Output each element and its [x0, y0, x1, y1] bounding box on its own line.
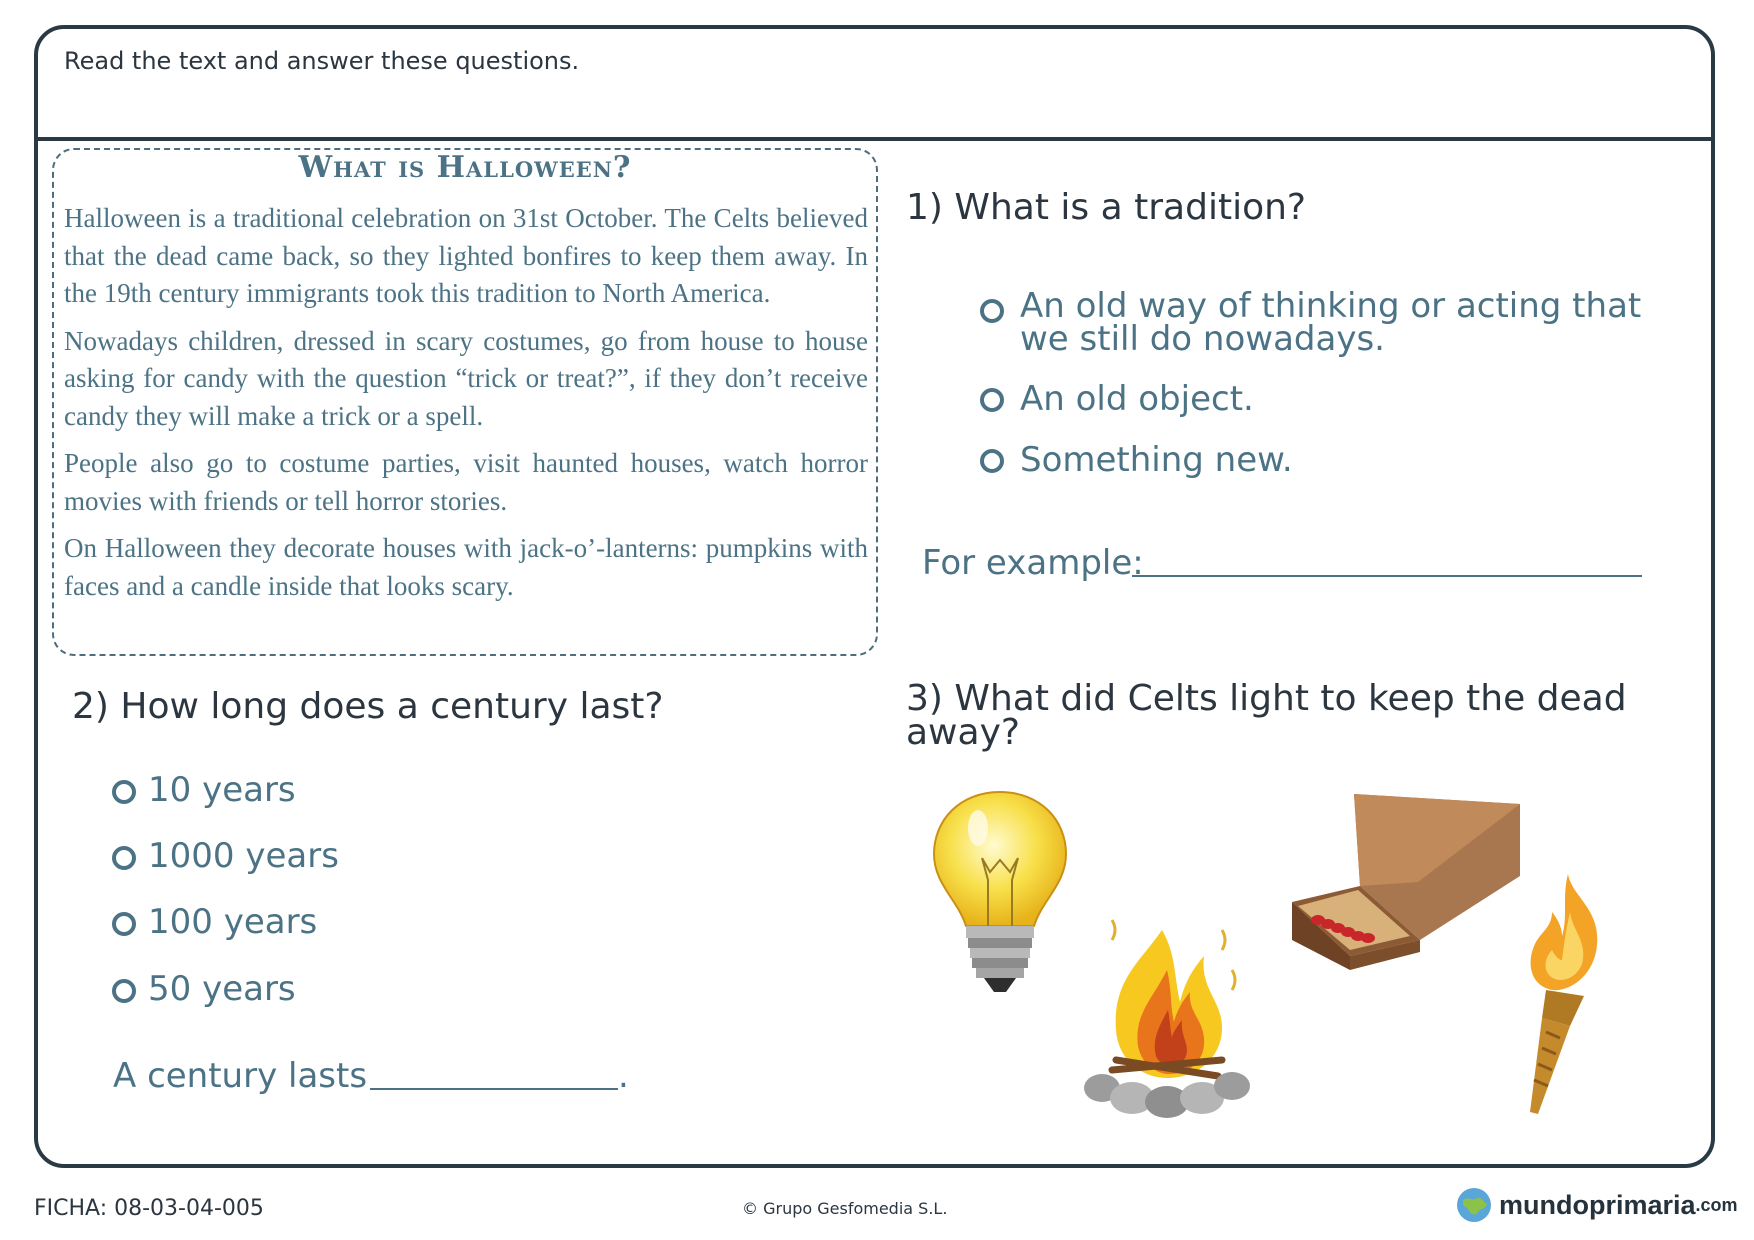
radio-circle-icon[interactable] [112, 979, 136, 1003]
q2-fill-label: A century lasts [113, 1056, 368, 1096]
reading-paragraph: Nowadays children, dressed in scary costumes, go from house to house asking for candy with the question “trick or treat?”, if they don’t receive candy they will make a trick or a spell. [64, 325, 868, 431]
matchbox-icon[interactable] [1288, 790, 1524, 974]
q2-option[interactable] [112, 836, 339, 876]
radio-circle-icon[interactable] [980, 388, 1004, 412]
radio-circle-icon[interactable] [980, 449, 1004, 473]
q2-option-label: 10 years [148, 770, 296, 810]
q2-option-label: 1000 years [148, 836, 339, 876]
reading-box [52, 148, 878, 656]
radio-circle-icon[interactable] [112, 912, 136, 936]
q2-option-label: 100 years [148, 902, 318, 942]
radio-circle-icon[interactable] [112, 846, 136, 870]
q1-answer-line[interactable] [1132, 575, 1642, 577]
logo-domain: .com [1695, 1194, 1738, 1215]
question-2-title: 2) How long does a century last? [72, 686, 664, 727]
question-1-title: 1) What is a tradition? [906, 187, 1307, 228]
q1-option[interactable] [980, 286, 1680, 359]
reading-text [64, 200, 868, 615]
q1-option-label: An old object. [1020, 379, 1254, 419]
q1-option-label: An old way of thinking or acting that we still do nowadays. [1020, 286, 1642, 359]
q2-option[interactable] [112, 969, 296, 1009]
brand-logo[interactable] [1455, 1186, 1738, 1224]
q1-fill-label: For example: [922, 543, 1144, 583]
instruction-text: Read the text and answer these questions. [64, 47, 580, 75]
q2-option-label: 50 years [148, 969, 296, 1009]
question-3-title: 3) What did Celts light to keep the dead away? [906, 678, 1627, 753]
light-bulb-icon[interactable] [930, 788, 1070, 1008]
q1-option-label: Something new. [1020, 440, 1293, 480]
instruction-row [38, 29, 1711, 141]
q2-fill-end: . [618, 1056, 629, 1096]
reading-title: What is Halloween? [298, 150, 632, 185]
q2-option[interactable] [112, 770, 296, 810]
bonfire-icon[interactable] [1072, 910, 1262, 1130]
reading-paragraph: Halloween is a traditional celebration on 31st October. The Celts believed that the dead came back, so they lighted bonfires to keep them away. In the 19th century immigrants took this tradition to North America. [64, 203, 868, 308]
reading-paragraph: People also go to costume parties, visit haunted houses, watch horror movies with friends or tell horror stories. [64, 448, 868, 516]
q2-option[interactable] [112, 902, 318, 942]
torch-icon[interactable] [1512, 872, 1624, 1118]
q1-option[interactable] [980, 379, 1254, 419]
worksheet-code: FICHA: 08-03-04-005 [34, 1196, 264, 1221]
radio-circle-icon[interactable] [112, 780, 136, 804]
q2-answer-line[interactable] [370, 1088, 618, 1090]
logo-name: mundoprimaria [1499, 1189, 1696, 1220]
globe-icon [1455, 1186, 1493, 1224]
reading-paragraph: On Halloween they decorate houses with jack-o’-lanterns: pumpkins with faces and a candle inside that looks scary. [64, 533, 868, 601]
radio-circle-icon[interactable] [980, 299, 1004, 323]
q1-option[interactable] [980, 440, 1293, 480]
copyright-text: © Grupo Gesfomedia S.L. [742, 1199, 948, 1218]
